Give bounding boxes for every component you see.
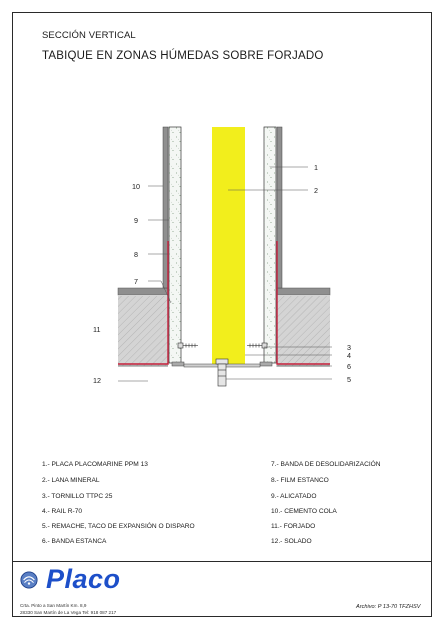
legend-item-7: 7.- BANDA DE DESOLIDARIZACIÓN [271, 461, 381, 468]
floor-finish-left [118, 288, 168, 295]
sealing-band-right [260, 362, 272, 366]
board-left [169, 127, 181, 363]
callout-8: 8 [134, 250, 138, 259]
section-label: SECCIÓN VERTICAL [42, 30, 136, 41]
callout-2: 2 [314, 186, 318, 195]
sealing-band-left [172, 362, 184, 366]
legend-item-9: 9.- ALICATADO [271, 493, 317, 500]
callout-6: 6 [347, 362, 351, 371]
legend-item-3: 3.- TORNILLO TTPC 25 [42, 493, 113, 500]
legend-item-6: 6.- BANDA ESTANCA [42, 538, 107, 545]
tile-left [163, 127, 168, 288]
slab-left [118, 296, 168, 366]
archive-reference: Archivo: P 13-70 TFZHSV [356, 604, 421, 610]
callout-3: 3 [347, 343, 351, 352]
footer-divider [12, 561, 432, 562]
board-right [264, 127, 276, 363]
legend-item-4: 4.- RAIL R-70 [42, 508, 83, 515]
legend-item-1: 1.- PLACA PLACOMARINE PPM 13 [42, 461, 148, 468]
address-line-2: 28330 San Martín de La Vega Tel: 918 087 217 [20, 610, 117, 615]
anchor-fixing [216, 359, 228, 386]
drawing-title: TABIQUE EN ZONAS HÚMEDAS SOBRE FORJADO [42, 50, 324, 62]
callout-9: 9 [134, 216, 138, 225]
mineral-wool [212, 127, 245, 365]
legend-item-11: 11.- FORJADO [271, 523, 316, 530]
placo-logo-icon [20, 571, 38, 589]
callout-4: 4 [347, 351, 351, 360]
floor-finish-right [277, 288, 330, 295]
legend-item-12: 12.- SOLADO [271, 538, 312, 545]
callout-11: 11 [93, 325, 101, 334]
brand-wordmark: Placo [46, 564, 121, 594]
legend-item-8: 8.- FILM ESTANCO [271, 477, 329, 484]
legend-item-10: 10.- CEMENTO COLA [271, 508, 337, 515]
legend-item-5: 5.- REMACHE, TACO DE EXPANSIÓN O DISPARO [42, 523, 195, 530]
address-line-1: Crta. Pinto a San Martín Km. 8,9 [20, 603, 87, 608]
screw-left [178, 343, 198, 348]
callout-5: 5 [347, 375, 351, 384]
tile-right [277, 127, 282, 288]
slab-right [277, 296, 330, 366]
callout-7: 7 [134, 277, 138, 286]
legend-item-2: 2.- LANA MINERAL [42, 477, 100, 484]
callout-1: 1 [314, 163, 318, 172]
callout-12: 12 [93, 376, 101, 385]
callout-10: 10 [132, 182, 140, 191]
